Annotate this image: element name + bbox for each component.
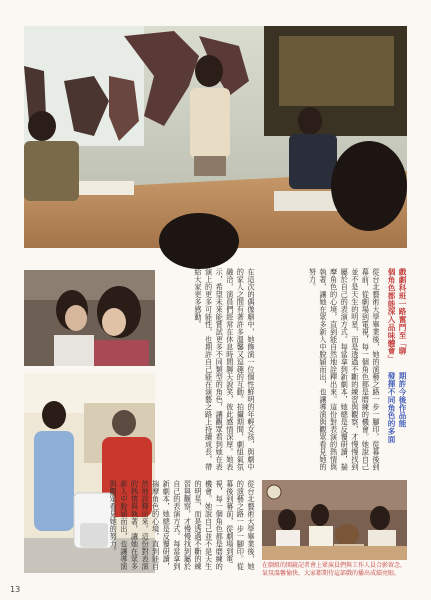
- photo-meeting-room: [24, 26, 407, 248]
- photo-group-family: [262, 480, 407, 560]
- photo-caption: 在劇組的開鏡記者會上眾演員們與工作人員合影留念，氣氛溫馨愉快，大家都期待這部戲的播出成績亮眼。: [262, 562, 407, 577]
- lower-body: 從台北藝術大學畢業後，她的演藝之路一步一腳印。從幕後到幕前，從劇場到電視，每一個角色都是磨練的機會。她說自己並不是天生的明星，而是透過不斷的練習與觀察，才慢慢找到屬於自己的表演方式。每當拿到新劇本，她總是反覆研讀，揣摩角色的心境，直到能自然地詮釋出來。這份對表演的熱情與執著，讓她在眾多新人中脫穎而出，也讓導演與觀眾看見她的努力。: [109, 480, 256, 570]
- lower-text-block: [109, 480, 256, 575]
- section1-heading-line1: 戲劇科班一路奮鬥至「聊: [398, 268, 407, 355]
- section1-heading-line2: 個角色都能深入品味體會」: [387, 268, 396, 363]
- section2-heading-block: [262, 372, 407, 474]
- section2-heading-line1: 期許今後作品能: [398, 372, 407, 428]
- section1-body: 從台北藝術大學畢業後，她的演藝之路一步一腳印。從幕後到幕前，從劇場到電視，每一個角色都是磨練的機會。她說自己並不是天生的明星，而是透過不斷的練習與觀察，才慢慢找到屬於自己的表演方式。每當拿到新劇本，她總是反覆研讀，揣摩角色的心境，直到能自然地詮釋出來。這份對表演的熱情與執著，讓她在眾多新人中脫穎而出，也讓導演與觀眾看見她的努力。: [308, 268, 381, 471]
- page-number: 13: [10, 585, 21, 594]
- photo-couple: [24, 270, 155, 366]
- section2-body: 在這次的偶像劇中，她飾演一位個性鮮明的年輕女孩，與劇中的家人之間有著許多溫馨又逗趣的互動。拍攝期間，劇組氣氛融洽，演員們經常在休息時間聊天說笑，彼此感情深厚。她表示，希望未來能嘗試更多不同類型的角色，讓觀眾看到她在表演上的更多可能性，也期許自己能在演藝之路上持續成長，帶給大家更多感動。: [194, 268, 256, 471]
- section2-block: [160, 268, 256, 473]
- section2-heading-line2: 發揮不同角色的多面: [387, 372, 396, 444]
